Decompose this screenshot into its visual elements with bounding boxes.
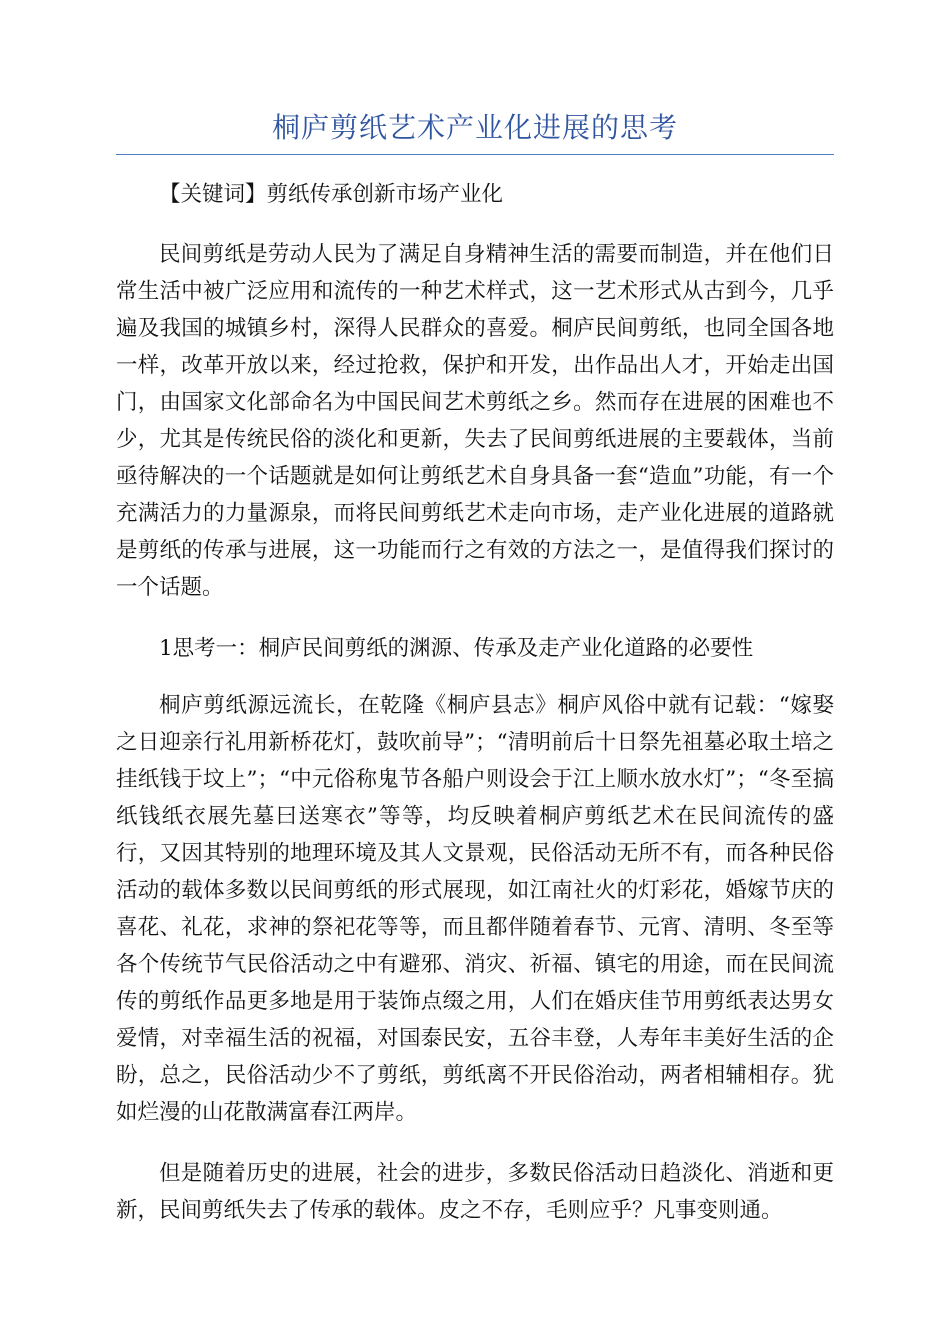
section-heading-1: 1思考一：桐庐民间剪纸的渊源、传承及走产业化道路的必要性 — [159, 636, 754, 661]
title-underline — [116, 154, 834, 155]
paragraph-origin: 桐庐剪纸源远流长，在乾隆《桐庐县志》桐庐风俗中就有记载：“嫁娶之日迎亲行礼用新桥花灯，鼓吹前导”；“清明前后十日祭先祖墓必取土培之挂纸钱于坟上”；“中元俗称鬼节各船户则设会于江上顺水放水灯”；“冬至搞纸钱纸衣展先墓曰送寒衣”等等，均反映着桐庐剪纸艺术在民间流传的盛行，又因其特别的地理环境及其人文景观，民俗活动无所不有，而各种民俗活动的载体多数以民间剪纸的形式展现，如江南社火的灯彩花，婚嫁节庆的喜花、礼花，求神的祭祀花等等，而且都伴随着春节、元宵、清明、冬至等各个传统节气民俗活动之中有避邪、消灾、祈福、镇宅的用途，而在民间流传的剪纸作品更多地是用于装饰点缀之用，人们在婚庆佳节用剪纸表达男女爱情，对幸福生活的祝福，对国泰民安，五谷丰登，人寿年丰美好生活的企盼，总之，民俗活动少不了剪纸，剪纸离不开民俗治动，两者相辅相存。犹如烂漫的山花散满富春江两岸。 — [116, 693, 834, 1125]
keywords-line: 【关键词】剪纸传承创新市场产业化 — [159, 182, 504, 207]
document-body — [116, 176, 834, 1229]
paragraph-decline: 但是随着历史的进展，社会的进步，多数民俗活动日趋淡化、消逝和更新，民间剪纸失去了传承的载体。皮之不存，毛则应乎？凡事变则通。 — [116, 1161, 834, 1223]
paragraph-intro: 民间剪纸是劳动人民为了满足自身精神生活的需要而制造，并在他们日常生活中被广泛应用和流传的一种艺术样式，这一艺术形式从古到今，几乎遍及我国的城镇乡村，深得人民群众的喜爱。桐庐民间剪纸，也同全国各地一样，改革开放以来，经过抢救，保护和开发，出作品出人才，开始走出国门，由国家文化部命名为中国民间艺术剪纸之乡。然而存在进展的困难也不少，尤其是传统民俗的淡化和更新，失去了民间剪纸进展的主要载体，当前亟待解决的一个话题就是如何让剪纸艺术自身具备一套“造血”功能，有一个充满活力的力量源泉，而将民间剪纸艺术走向市场，走产业化进展的道路就是剪纸的传承与进展，这一功能而行之有效的方法之一，是值得我们探讨的一个话题。 — [116, 242, 834, 600]
document-title: 桐庐剪纸艺术产业化进展的思考 — [271, 111, 678, 144]
